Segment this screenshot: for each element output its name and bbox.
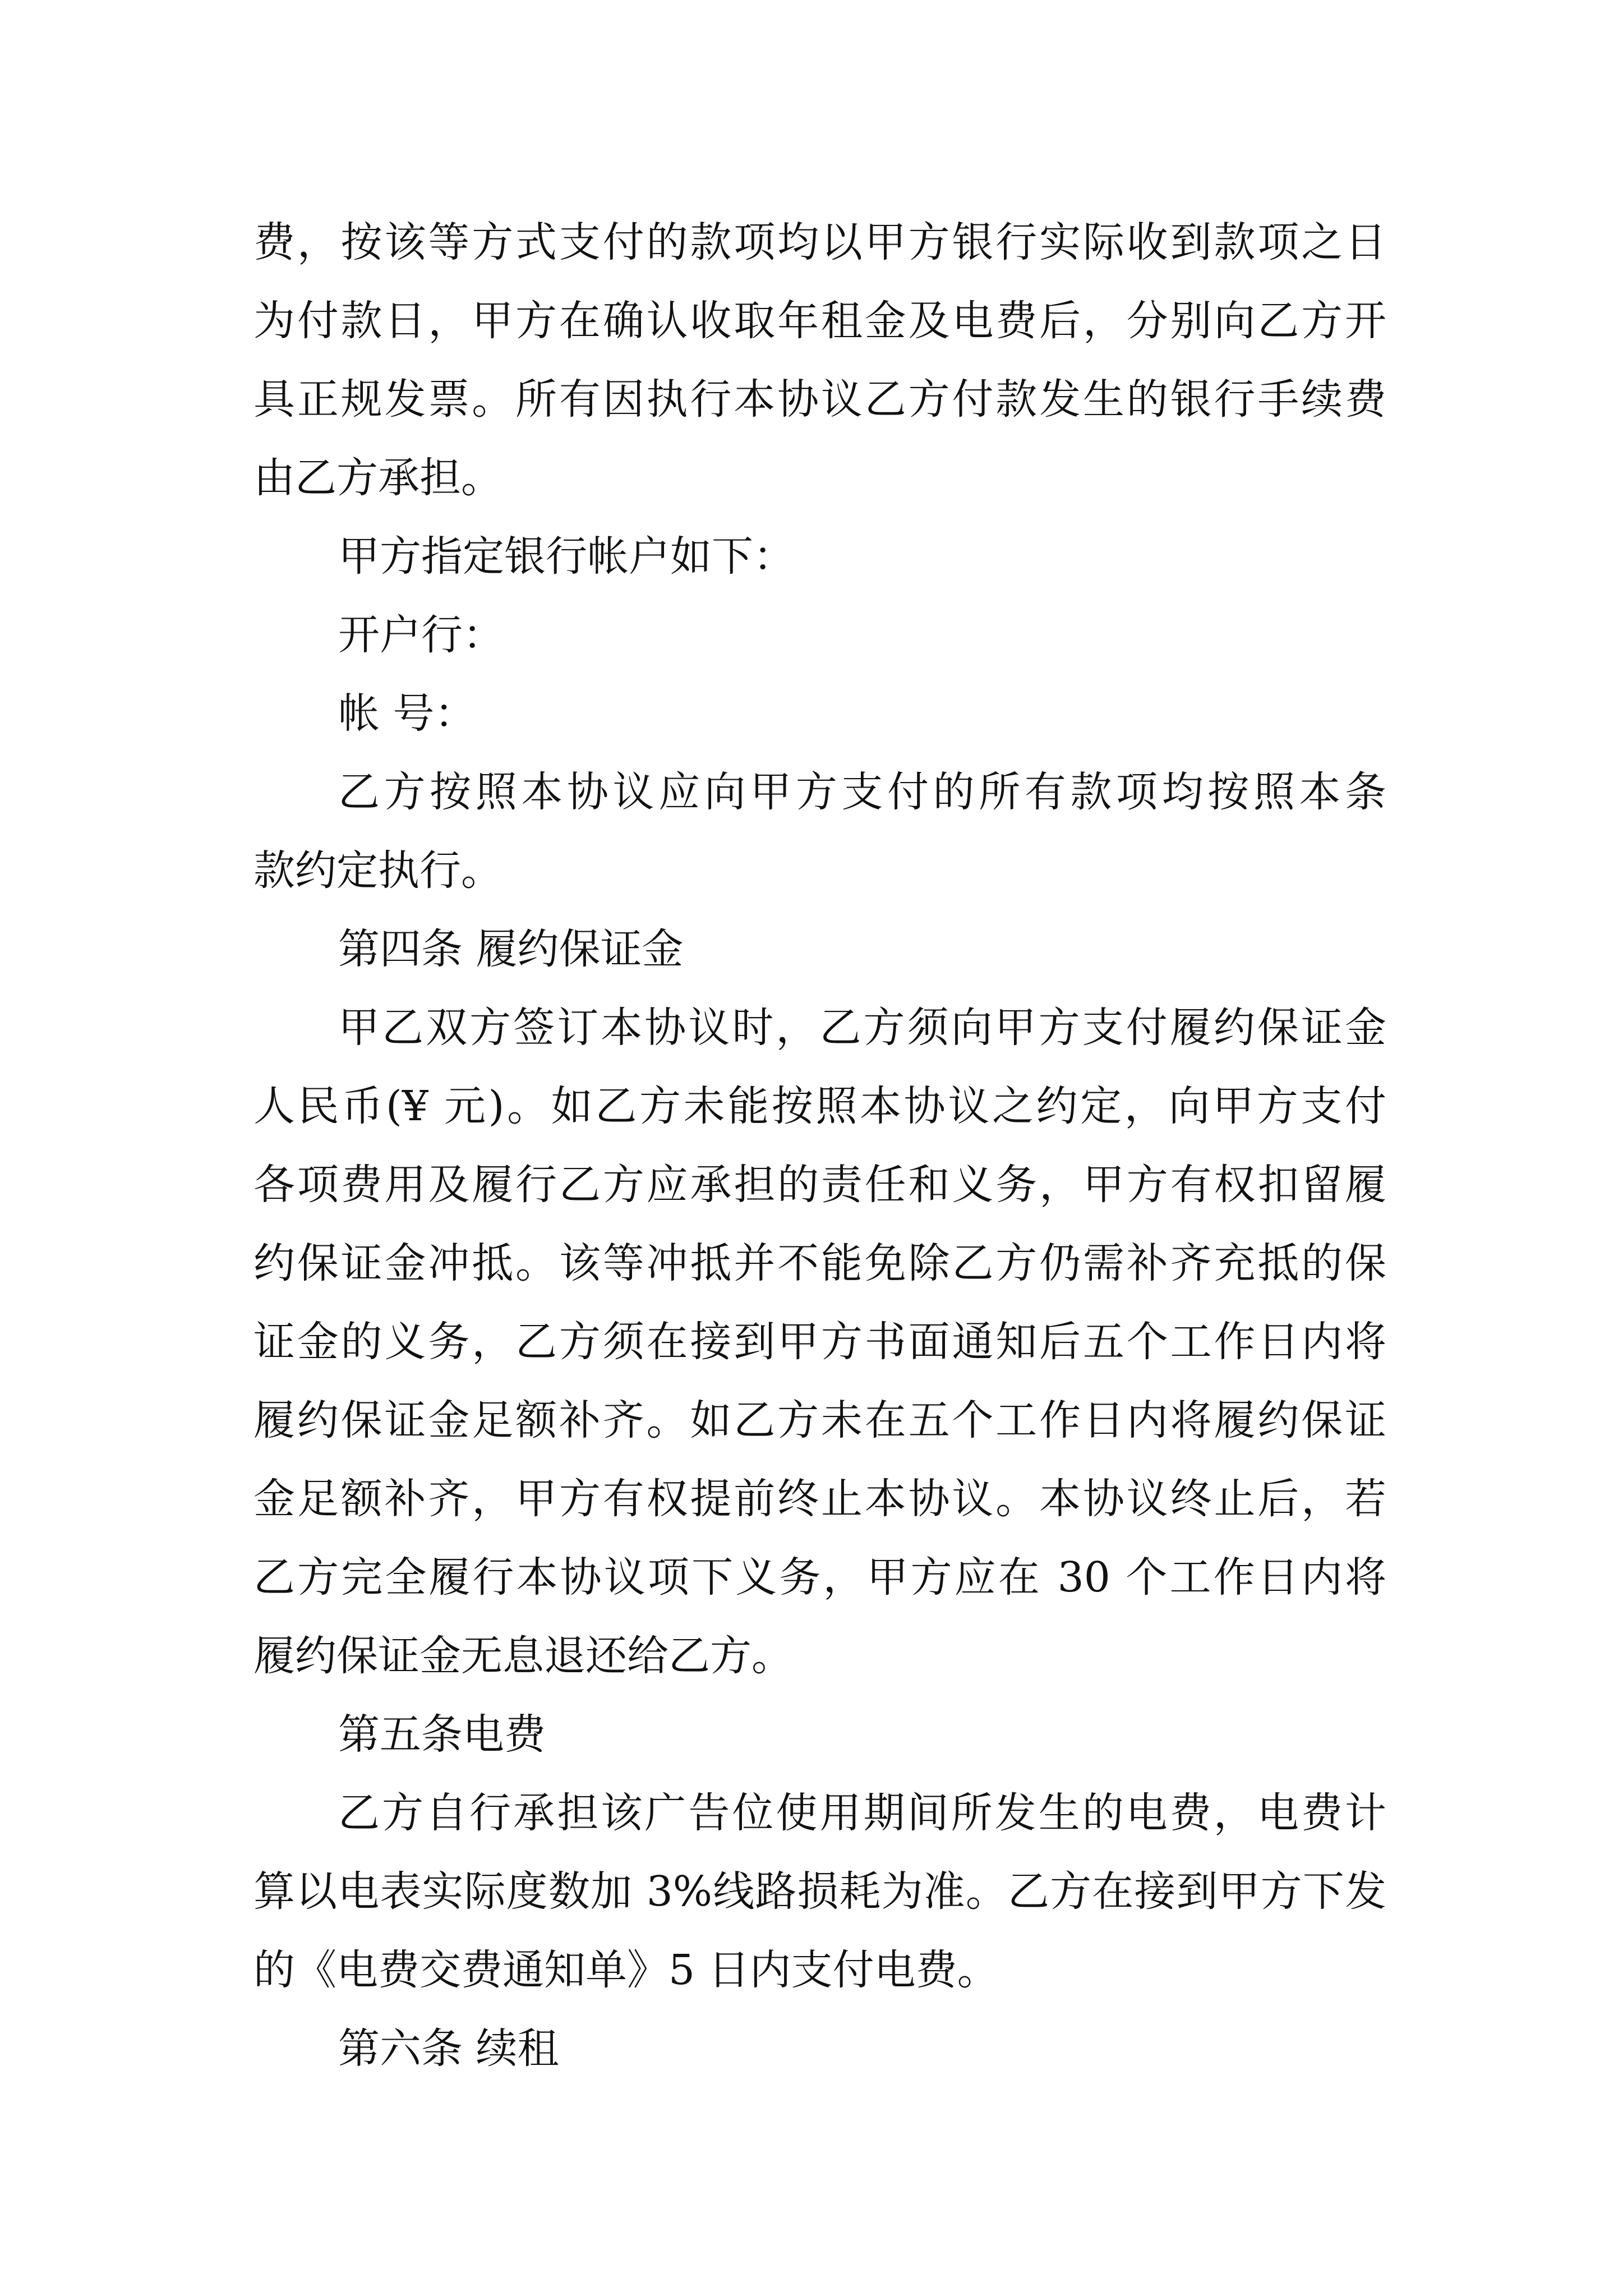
account-number-label: 帐 号：	[338, 689, 476, 738]
body-text-line: 乙方按照本协议应向甲方支付的所有款项均按照本条	[338, 768, 1386, 816]
body-text-line: 为付款日，甲方在确认收取年租金及电费后，分别向乙方开	[253, 297, 1386, 345]
body-text-line: 甲乙双方签订本协议时，乙方须向甲方支付履约保证金	[338, 1004, 1386, 1052]
body-text-line: 具正规发票。所有因执行本协议乙方付款发生的银行手续费	[253, 375, 1386, 424]
body-text-line: 证金的义务，乙方须在接到甲方书面通知后五个工作日内将	[253, 1318, 1386, 1366]
body-text-line: 算以电表实际度数加 3%线路损耗为准。乙方在接到甲方下发	[253, 1867, 1386, 1916]
bank-name-label: 开户行：	[338, 611, 504, 659]
body-text-line: 金足额补齐，甲方有权提前终止本协议。本协议终止后，若	[253, 1475, 1386, 1523]
body-text-line: 费，按该等方式支付的款项均以甲方银行实际收到款项之日	[253, 218, 1386, 266]
body-text-line: 由乙方承担。	[253, 454, 502, 502]
section-heading-article-4: 第四条 履约保证金	[338, 925, 684, 973]
body-text-line: 履约保证金足额补齐。如乙方未在五个工作日内将履约保证	[253, 1396, 1386, 1444]
bank-account-intro: 甲方指定银行帐户如下：	[338, 532, 795, 581]
body-text-line: 履约保证金无息退还给乙方。	[253, 1632, 793, 1680]
body-text-line: 约保证金冲抵。该等冲抵并不能免除乙方仍需补齐充抵的保	[253, 1239, 1386, 1287]
body-text-line: 的《电费交费通知单》5 日内支付电费。	[253, 1946, 999, 1994]
body-text-line: 人民币(¥ 元)。如乙方未能按照本协议之约定，向甲方支付	[253, 1082, 1386, 1130]
body-text-line: 款约定执行。	[253, 846, 502, 895]
section-heading-article-5: 第五条电费	[338, 1710, 546, 1759]
body-text-line: 各项费用及履行乙方应承担的责任和义务，甲方有权扣留履	[253, 1161, 1386, 1209]
body-text-line: 乙方自行承担该广告位使用期间所发生的电费，电费计	[338, 1789, 1386, 1837]
section-heading-article-6: 第六条 续租	[338, 2024, 559, 2073]
body-text-line: 乙方完全履行本协议项下义务，甲方应在 30 个工作日内将	[253, 1553, 1386, 1602]
